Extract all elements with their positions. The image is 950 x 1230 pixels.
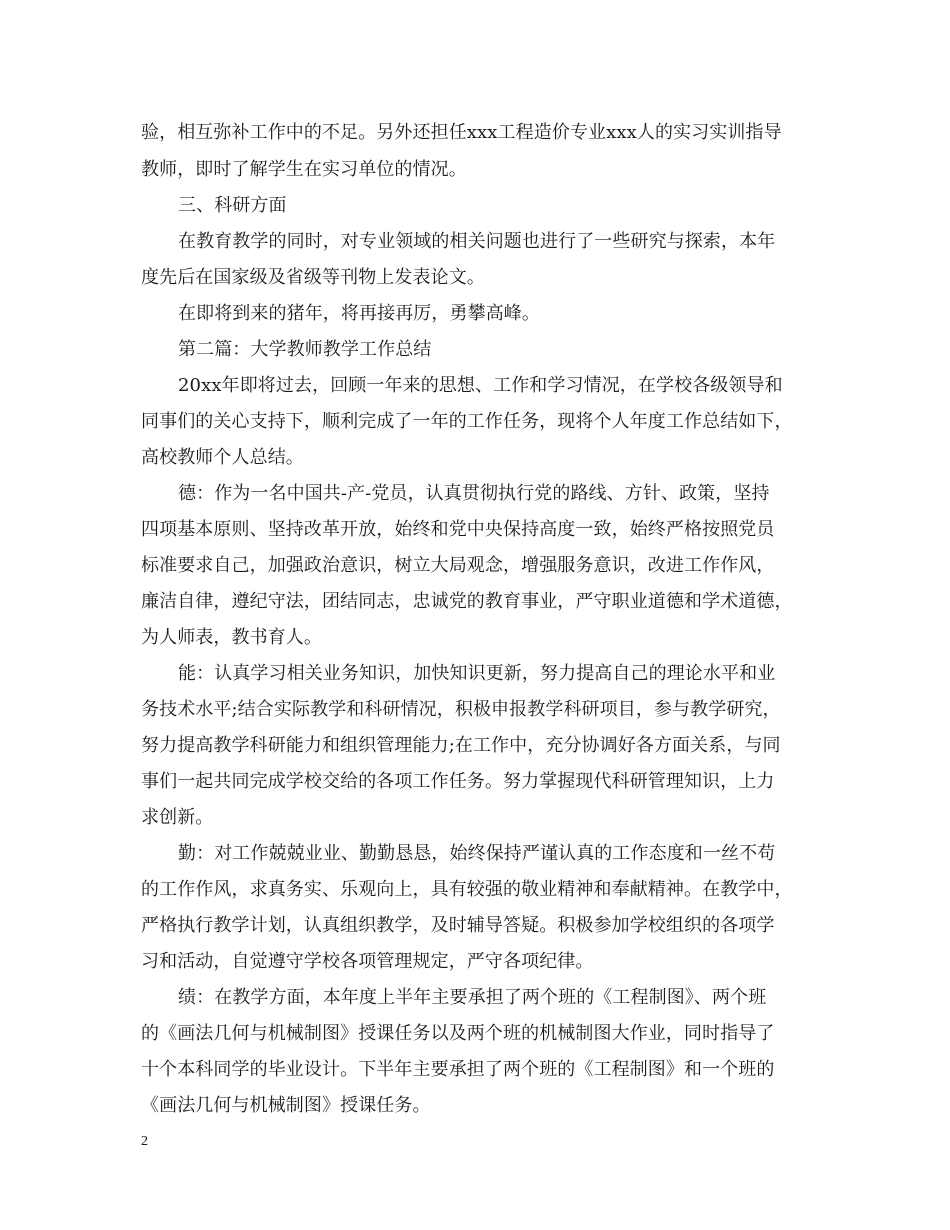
text-line: 四项基本原则、坚持改革开放，始终和党中央保持高度一致，始终严格按照党员	[141, 519, 775, 540]
section-heading: 三、科研方面	[178, 195, 287, 216]
text-line: 的《画法几何与机械制图》授课任务以及两个班的机械制图大作业，同时指导了	[141, 1023, 775, 1044]
text-line: 同事们的关心支持下，顺利完成了一年的工作任务，现将个人年度工作总结如下，	[141, 411, 793, 432]
section-heading: 第二篇：大学教师教学工作总结	[178, 339, 432, 360]
text-line: 《画法几何与机械制图》授课任务。	[141, 1095, 431, 1116]
text-line: 廉洁自律，遵纪守法，团结同志，忠诚党的教育事业，严守职业道德和学术道德，	[141, 591, 793, 612]
page-number: 2	[141, 1134, 148, 1149]
text-line: 验，相互弥补工作中的不足。另外还担任xxx工程造价专业xxx人的实习实训指导	[141, 122, 782, 143]
text-line: 十个本科同学的毕业设计。下半年主要承担了两个班的《工程制图》和一个班的	[141, 1059, 775, 1080]
text-line: 求创新。	[141, 807, 214, 828]
text-line: 能：认真学习相关业务知识，加快知识更新，努力提高自己的理论水平和业	[178, 663, 776, 684]
text-line: 严格执行教学计划，认真组织教学，及时辅导答疑。积极参加学校组织的各项学	[141, 915, 775, 936]
text-line: 勤：对工作兢兢业业、勤勤恳恳，始终保持严谨认真的工作态度和一丝不苟	[178, 843, 776, 864]
text-line: 度先后在国家级及省级等刊物上发表论文。	[141, 267, 485, 288]
text-line: 在即将到来的猪年，将再接再厉，勇攀高峰。	[178, 303, 540, 324]
text-line: 努力提高教学科研能力和组织管理能力;在工作中，充分协调好各方面关系，与同	[141, 735, 781, 756]
text-line: 的工作作风，求真务实、乐观向上，具有较强的敬业精神和奉献精神。在教学中，	[141, 879, 793, 900]
text-line: 务技术水平;结合实际教学和科研情况，积极申报教学科研项目，参与教学研究，	[141, 699, 781, 720]
text-line: 教师，即时了解学生在实习单位的情况。	[141, 159, 467, 180]
text-line: 高校教师个人总结。	[141, 447, 304, 468]
text-line: 习和活动，自觉遵守学校各项管理规定，严守各项纪律。	[141, 951, 594, 972]
text-line: 标准要求自己，加强政治意识，树立大局观念，增强服务意识，改进工作作风，	[141, 555, 775, 576]
text-line: 20xx年即将过去，回顾一年来的思想、工作和学习情况，在学校各级领导和	[178, 375, 783, 396]
text-line: 德：作为一名中国共-产-党员，认真贯彻执行党的路线、方针、政策，坚持	[178, 483, 770, 504]
text-line: 为人师表，教书育人。	[141, 627, 322, 648]
text-line: 绩：在教学方面，本年度上半年主要承担了两个班的《工程制图》、两个班	[178, 987, 767, 1008]
text-line: 在教育教学的同时，对专业领域的相关问题也进行了一些研究与探索，本年	[178, 231, 776, 252]
text-line: 事们一起共同完成学校交给的各项工作任务。努力掌握现代科研管理知识，上力	[141, 771, 775, 792]
